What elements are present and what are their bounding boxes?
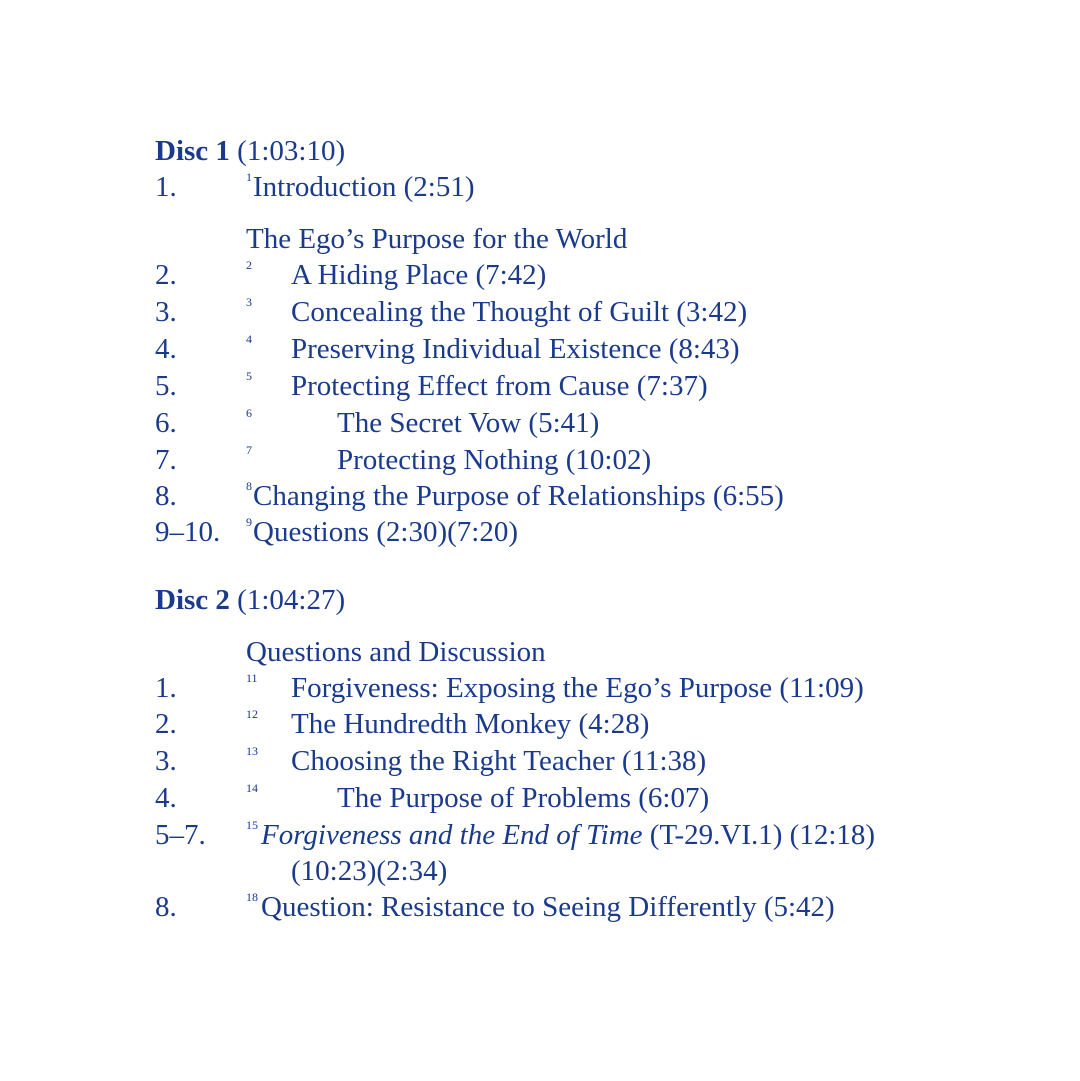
track-number: 4.	[155, 782, 177, 814]
track-title: Preserving Individual Existence (8:43)	[291, 333, 740, 365]
footnote-marker: 8	[246, 479, 252, 493]
track-title: Questions (2:30)(7:20)	[253, 516, 518, 548]
track-number: 6.	[155, 407, 177, 439]
track-number: 3.	[155, 296, 177, 328]
track-title: Question: Resistance to Seeing Differently (5:42)	[261, 891, 835, 923]
track-number: 1.	[155, 672, 177, 704]
track-title: Protecting Nothing (10:02)	[337, 444, 652, 476]
footnote-marker: 9	[246, 515, 252, 529]
disc2-duration: (1:04:27)	[237, 584, 346, 616]
track-title: Choosing the Right Teacher (11:38)	[291, 745, 707, 777]
disc1-section-heading: The Ego’s Purpose for the World	[246, 223, 628, 255]
footnote-marker: 6	[246, 406, 252, 420]
track-title: The Purpose of Problems (6:07)	[337, 782, 710, 814]
footnote-marker: 14	[246, 781, 258, 795]
disc1-header	[155, 133, 345, 169]
track-title: A Hiding Place (7:42)	[291, 259, 547, 291]
track-number: 2.	[155, 259, 177, 291]
track-title-rest: (T-29.VI.1) (12:18)	[642, 819, 876, 851]
track-number: 8.	[155, 480, 177, 512]
footnote-marker: 5	[246, 369, 252, 383]
track-title: The Secret Vow (5:41)	[337, 407, 600, 439]
track-title-italic: Forgiveness and the End of Time	[261, 819, 643, 851]
track-title: Concealing the Thought of Guilt (3:42)	[291, 296, 748, 328]
track-title: Protecting Effect from Cause (7:37)	[291, 370, 708, 402]
track-title: The Hundredth Monkey (4:28)	[291, 708, 650, 740]
disc1-label: Disc 1	[155, 135, 230, 167]
track-number: 2.	[155, 708, 177, 740]
track-title	[261, 817, 875, 853]
track-number: 4.	[155, 333, 177, 365]
footnote-marker: 11	[246, 671, 258, 685]
disc1-duration: (1:03:10)	[237, 135, 346, 167]
footnote-marker: 18	[246, 890, 258, 904]
track-number: 3.	[155, 745, 177, 777]
track-number: 1.	[155, 171, 177, 203]
track-number: 9–10.	[155, 516, 221, 548]
footnote-marker: 12	[246, 707, 258, 721]
track-number: 5.	[155, 370, 177, 402]
disc2-track-5-7-continuation: (10:23)(2:34)	[291, 855, 448, 887]
disc2-header	[155, 582, 345, 618]
footnote-marker: 7	[246, 443, 252, 457]
track-number: 7.	[155, 444, 177, 476]
footnote-marker: 3	[246, 295, 252, 309]
footnote-marker: 2	[246, 258, 252, 272]
footnote-marker: 13	[246, 744, 258, 758]
footnote-marker: 15	[246, 818, 258, 832]
disc2-section-heading: Questions and Discussion	[246, 636, 546, 668]
footnote-marker: 1	[246, 170, 252, 184]
track-title: Changing the Purpose of Relationships (6:55)	[253, 480, 784, 512]
track-number: 5–7.	[155, 819, 206, 851]
track-title: Forgiveness: Exposing the Ego’s Purpose (11:09)	[291, 672, 864, 704]
track-title: Introduction (2:51)	[253, 171, 475, 203]
disc2-label: Disc 2	[155, 584, 230, 616]
track-number: 8.	[155, 891, 177, 923]
footnote-marker: 4	[246, 332, 252, 346]
